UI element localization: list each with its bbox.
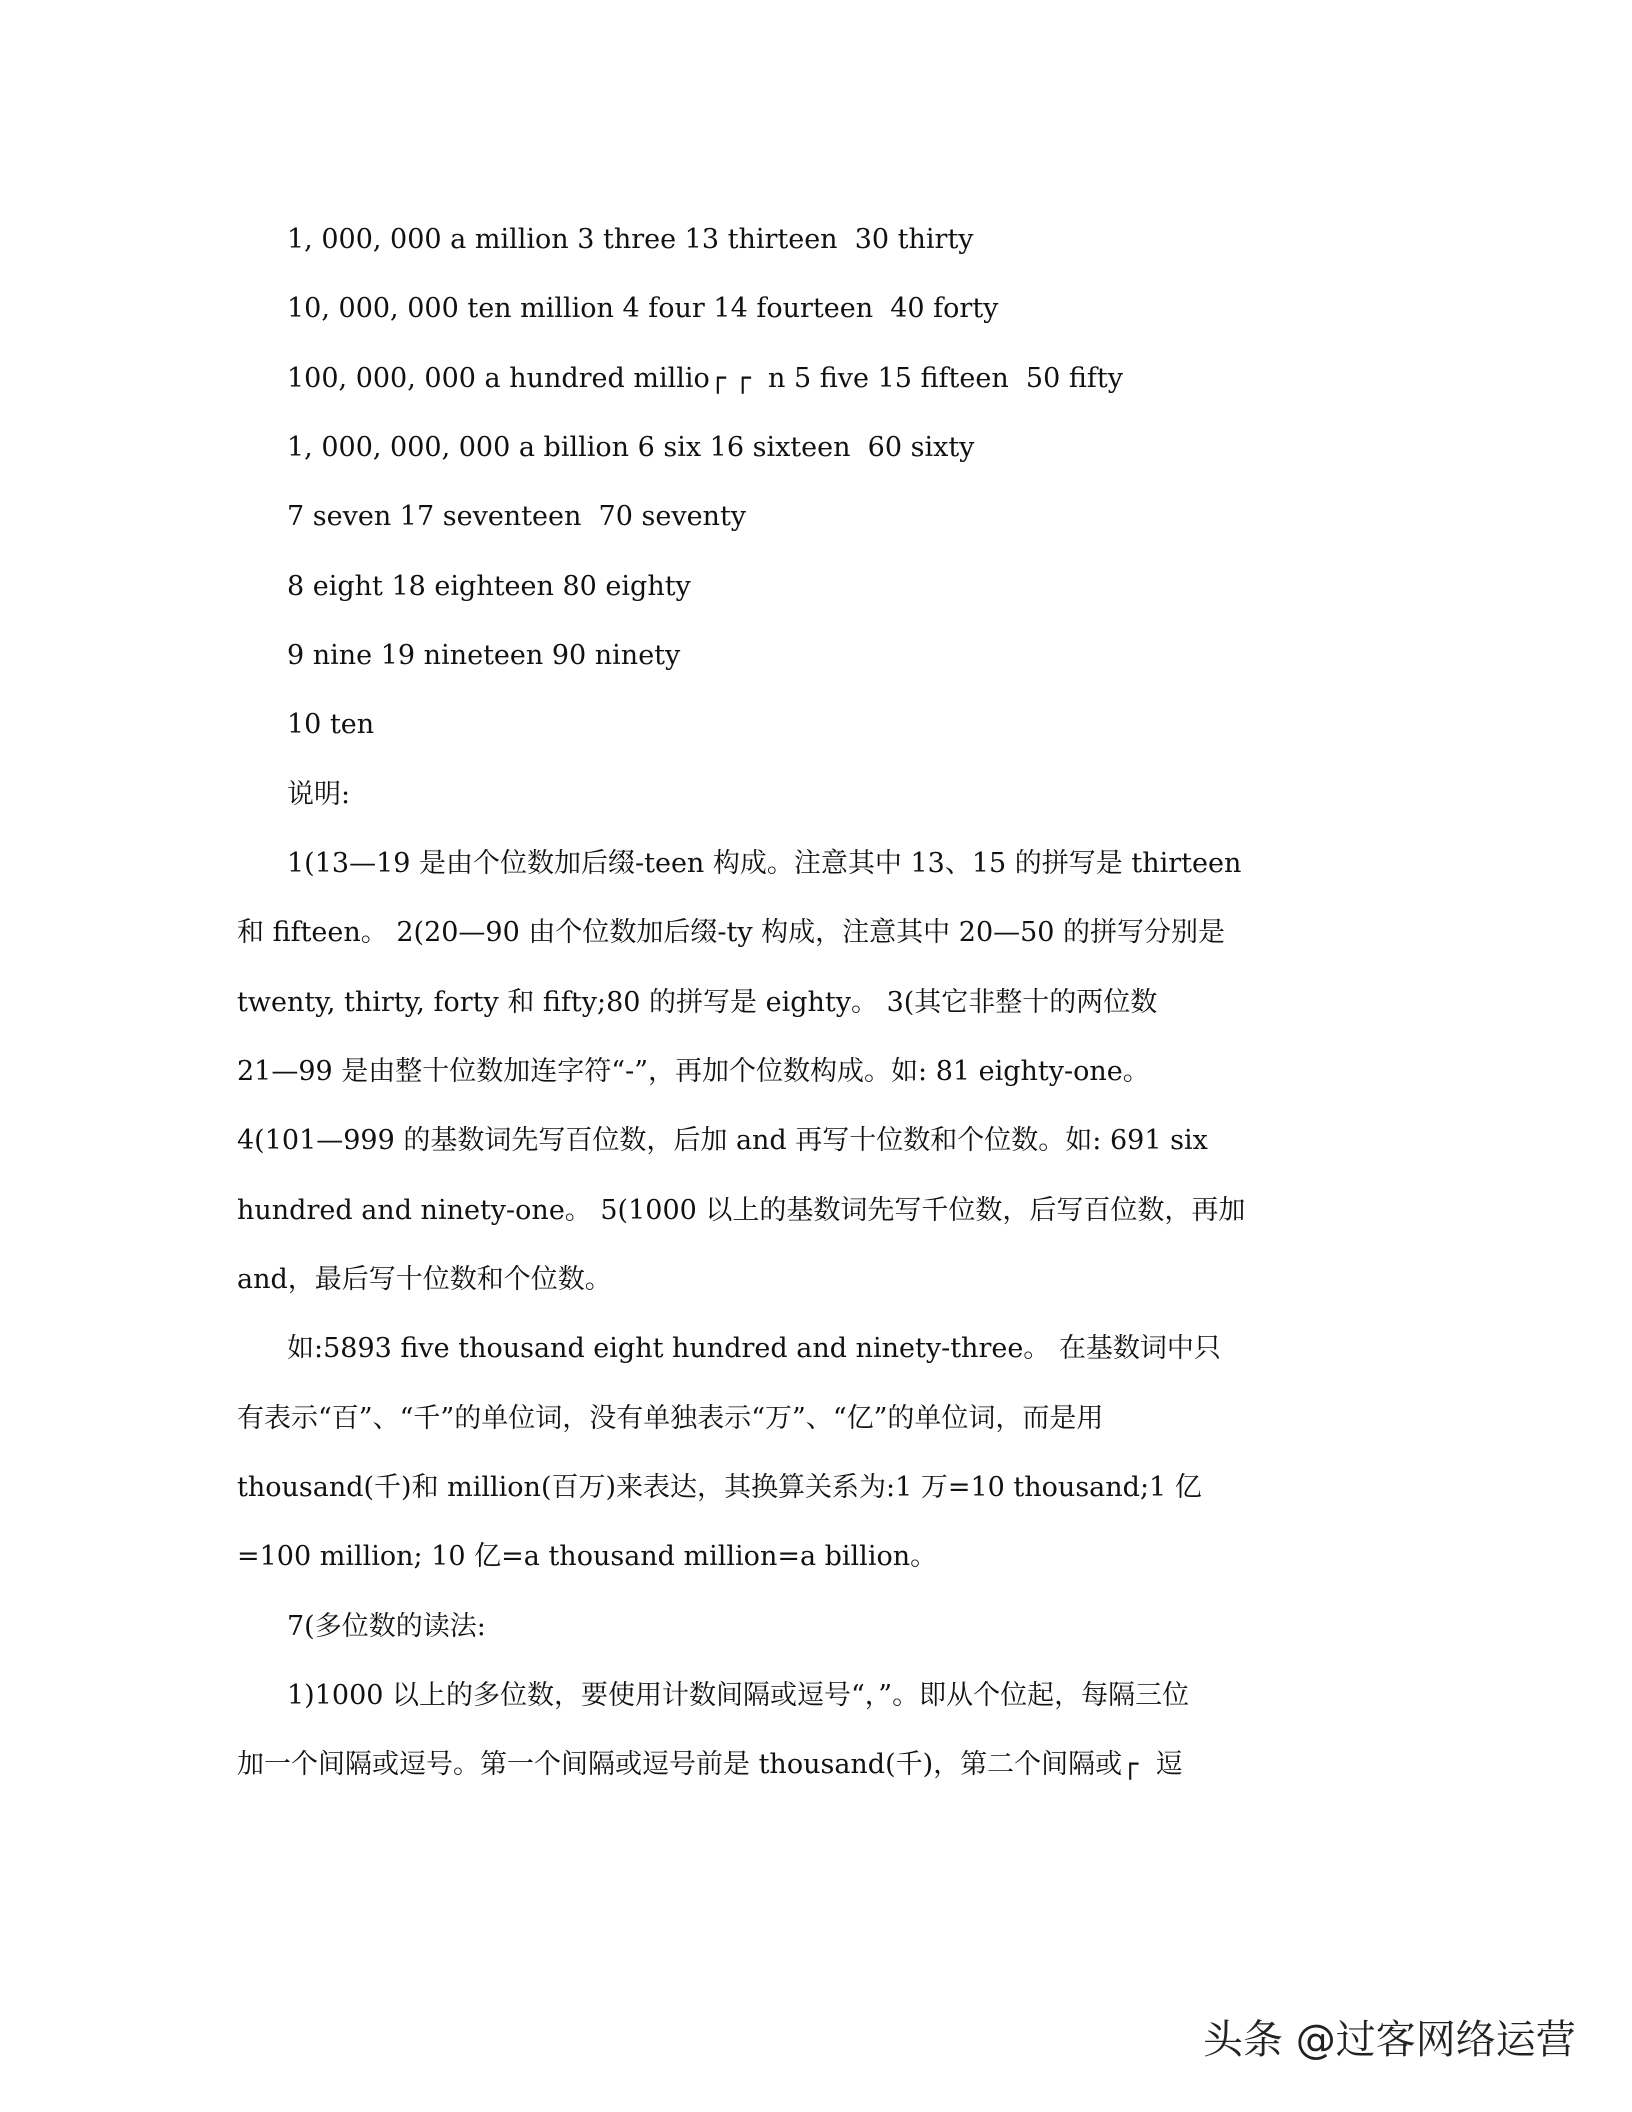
number-line: 8 eight 18 eighteen 80 eighty xyxy=(287,570,691,602)
document-page xyxy=(0,205,1632,1800)
section-heading: 7(多位数的读法: xyxy=(287,1610,486,1642)
paragraph-line: and，最后写十位数和个位数。 xyxy=(237,1263,612,1295)
paragraph-line: 21—99 是由整十位数加连字符“-”，再加个位数构成。如: 81 eighty-one。 xyxy=(237,1055,1150,1087)
number-line: 1, 000, 000, 000 a billion 6 six 16 sixteen 60 sixty xyxy=(287,431,975,463)
number-line: 10 ten xyxy=(287,709,375,741)
number-line: 7 seven 17 seventeen 70 seventy xyxy=(287,501,747,533)
paragraph-line: thousand(千)和 million(百万)来表达，其换算关系为:1 万=10 thousand;1 亿 xyxy=(237,1471,1202,1503)
number-line: 1, 000, 000 a million 3 three 13 thirteen 30 thirty xyxy=(287,224,974,255)
watermark: 头条 @过客网络运营 xyxy=(1203,2017,1576,2063)
paragraph-line: twenty, thirty, forty 和 fifty;80 的拼写是 eighty。 3(其它非整十的两位数 xyxy=(237,986,1158,1018)
number-line: 100, 000, 000 a hundred millio┌ ┌ n 5 five 15 fifteen 50 fifty xyxy=(287,362,1123,394)
section-heading: 说明: xyxy=(287,778,351,810)
paragraph-line: 1(13—19 是由个位数加后缀-teen 构成。注意其中 13、15 的拼写是 thirteen xyxy=(287,847,1242,879)
paragraph-line: 有表示“百”、“千”的单位词，没有单独表示“万”、“亿”的单位词，而是用 xyxy=(237,1402,1104,1434)
paragraph-line: hundred and ninety-one。 5(1000 以上的基数词先写千位数，后写百位数，再加 xyxy=(237,1194,1246,1226)
number-line: 9 nine 19 nineteen 90 ninety xyxy=(287,639,681,671)
paragraph-line: =100 million; 10 亿=a thousand million=a billion。 xyxy=(237,1541,938,1573)
paragraph-line: 加一个间隔或逗号。第一个间隔或逗号前是 thousand(千)，第二个间隔或┌ 逗 xyxy=(237,1749,1183,1781)
paragraph-line: 和 fifteen。 2(20—90 由个位数加后缀-ty 构成，注意其中 20—50 的拼写分别是 xyxy=(237,917,1226,949)
paragraph-line: 4(101—999 的基数词先写百位数，后加 and 再写十位数和个位数。如: 691 six xyxy=(237,1125,1208,1157)
number-line: 10, 000, 000 ten million 4 four 14 fourteen 40 forty xyxy=(287,293,999,325)
paragraph-line: 1)1000 以上的多位数，要使用计数间隔或逗号“，”。即从个位起，每隔三位 xyxy=(287,1679,1190,1711)
paragraph-line: 如:5893 five thousand eight hundred and ninety-three。 在基数词中只 xyxy=(287,1333,1221,1365)
